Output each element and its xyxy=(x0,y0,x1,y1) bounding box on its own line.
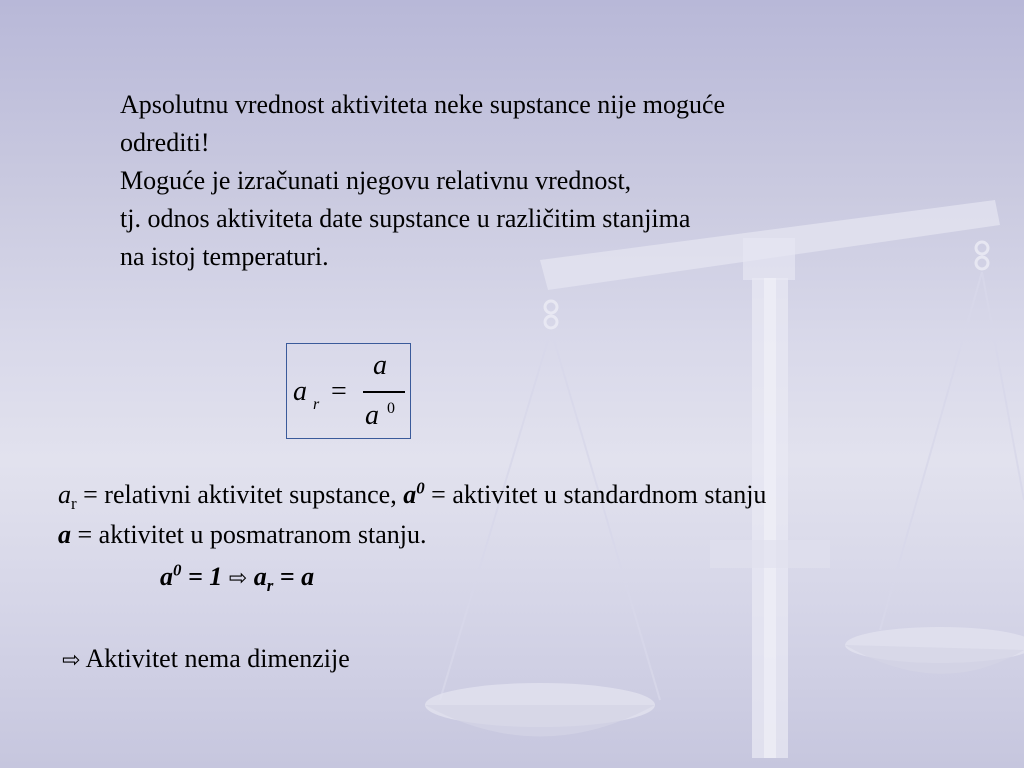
intro-line-3: Moguće je izračunati njegovu relativnu vrednost, xyxy=(120,166,632,195)
definition-line-1 xyxy=(58,476,766,514)
formula-lhs: a xyxy=(293,376,307,407)
a-definition: = aktivitet u posmatranom stanju. xyxy=(71,520,427,549)
conclusion-text: Aktivitet nema dimenzije xyxy=(80,644,350,673)
intro-text xyxy=(120,86,725,276)
intro-line-5: na istoj temperaturi. xyxy=(120,242,329,271)
eq-mid: = 1 xyxy=(181,562,229,591)
eq-tail: = a xyxy=(273,562,315,591)
definition-line-2 xyxy=(58,516,427,554)
equation-line xyxy=(160,558,314,598)
conclusion-line xyxy=(62,640,350,680)
a0-definition: = aktivitet u standardnom stanju xyxy=(424,480,767,509)
right-arrow-icon: ⇨ xyxy=(62,648,81,673)
a0-superscript: 0 xyxy=(416,478,425,498)
formula-denominator: a xyxy=(365,400,379,431)
ar-symbol: a xyxy=(58,480,71,509)
ar-subscript: r xyxy=(71,494,77,514)
eq-ar-subscript: r xyxy=(266,576,274,596)
formula-denominator-superscript: 0 xyxy=(387,400,395,417)
intro-line-1: Apsolutnu vrednost aktiviteta neke supstance nije moguće xyxy=(120,90,726,119)
a-symbol: a xyxy=(58,520,71,549)
intro-line-2: odrediti! xyxy=(120,128,210,157)
eq-a: a xyxy=(160,562,173,591)
formula-lhs-subscript: r xyxy=(313,396,320,413)
eq-a-superscript: 0 xyxy=(173,560,182,580)
formula-box xyxy=(286,343,411,439)
a0-symbol: a xyxy=(403,480,417,509)
formula-numerator: a xyxy=(373,350,387,381)
fraction-bar xyxy=(363,391,405,393)
intro-line-4: tj. odnos aktiviteta date supstance u različitim stanjima xyxy=(120,204,691,233)
right-arrow-icon: ⇨ xyxy=(228,566,248,591)
formula-equals: = xyxy=(331,376,347,407)
eq-ar: a xyxy=(247,562,267,591)
ar-definition: = relativni aktivitet supstance, xyxy=(76,480,404,509)
